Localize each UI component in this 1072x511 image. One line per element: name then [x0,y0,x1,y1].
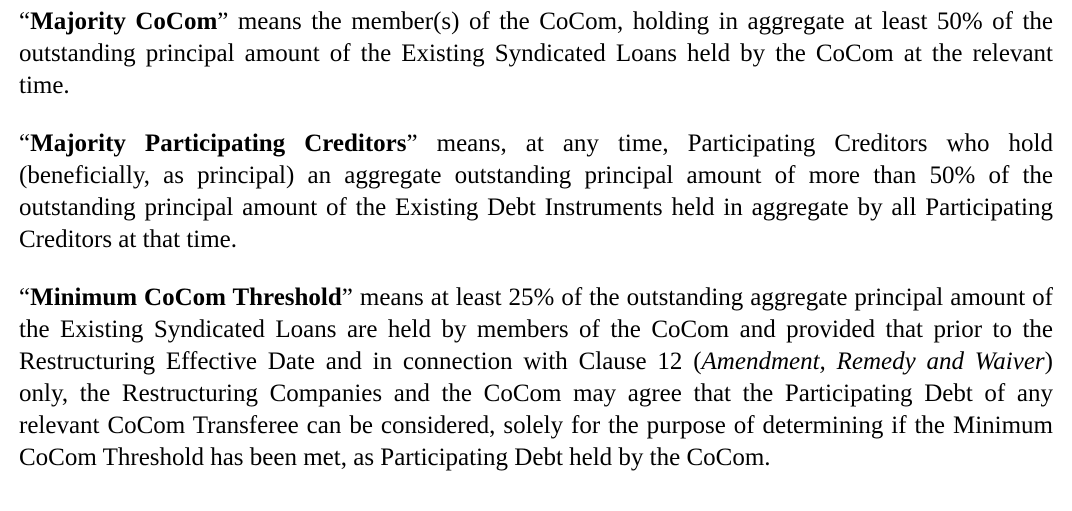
defined-term: Majority Participating Creditors [30,130,407,157]
definition-majority-participating-creditors [19,128,1053,256]
open-quote: “ [19,284,31,311]
open-quote: “ [19,130,31,157]
clause-title: Amendment, Remedy and Waiver [701,348,1045,375]
definition-text: means at least 25% of the outstanding aggregate principal amount of the Existing Syndicated Loans are held by members of the CoCom and provided that prior to the Restructuring Effective Date and in connection with Clause 12 ( [19,284,1054,375]
close-quote: ” [341,284,353,311]
document-page [19,6,1053,474]
definition-text-continued: ) only, the Restructuring Companies and the CoCom may agree that the Participating Debt of any relevant CoCom Transferee can be considered, solely for the purpose of determining if the Minimum CoCom Threshold has been met, as Participating Debt held by the CoCom. [19,348,1053,471]
definition-majority-cocom [19,6,1053,102]
definition-text: means the member(s) of the CoCom, holding in aggregate at least 50% of the outstanding principal amount of the Existing Syndicated Loans held by the CoCom at the relevant time. [19,8,1053,99]
close-quote: ” [406,130,418,157]
definition-text: means, at any time, Participating Creditors who hold (beneficially, as principal) an aggregate outstanding principal amount of more than 50% of the outstanding principal amount of the Existing Debt Instruments held in aggregate by all Participating Creditors at that time. [19,130,1053,253]
definition-minimum-cocom-threshold [19,282,1053,474]
defined-term: Minimum CoCom Threshold [30,284,342,311]
defined-term: Majority CoCom [30,8,218,35]
close-quote: ” [217,8,229,35]
open-quote: “ [19,8,31,35]
